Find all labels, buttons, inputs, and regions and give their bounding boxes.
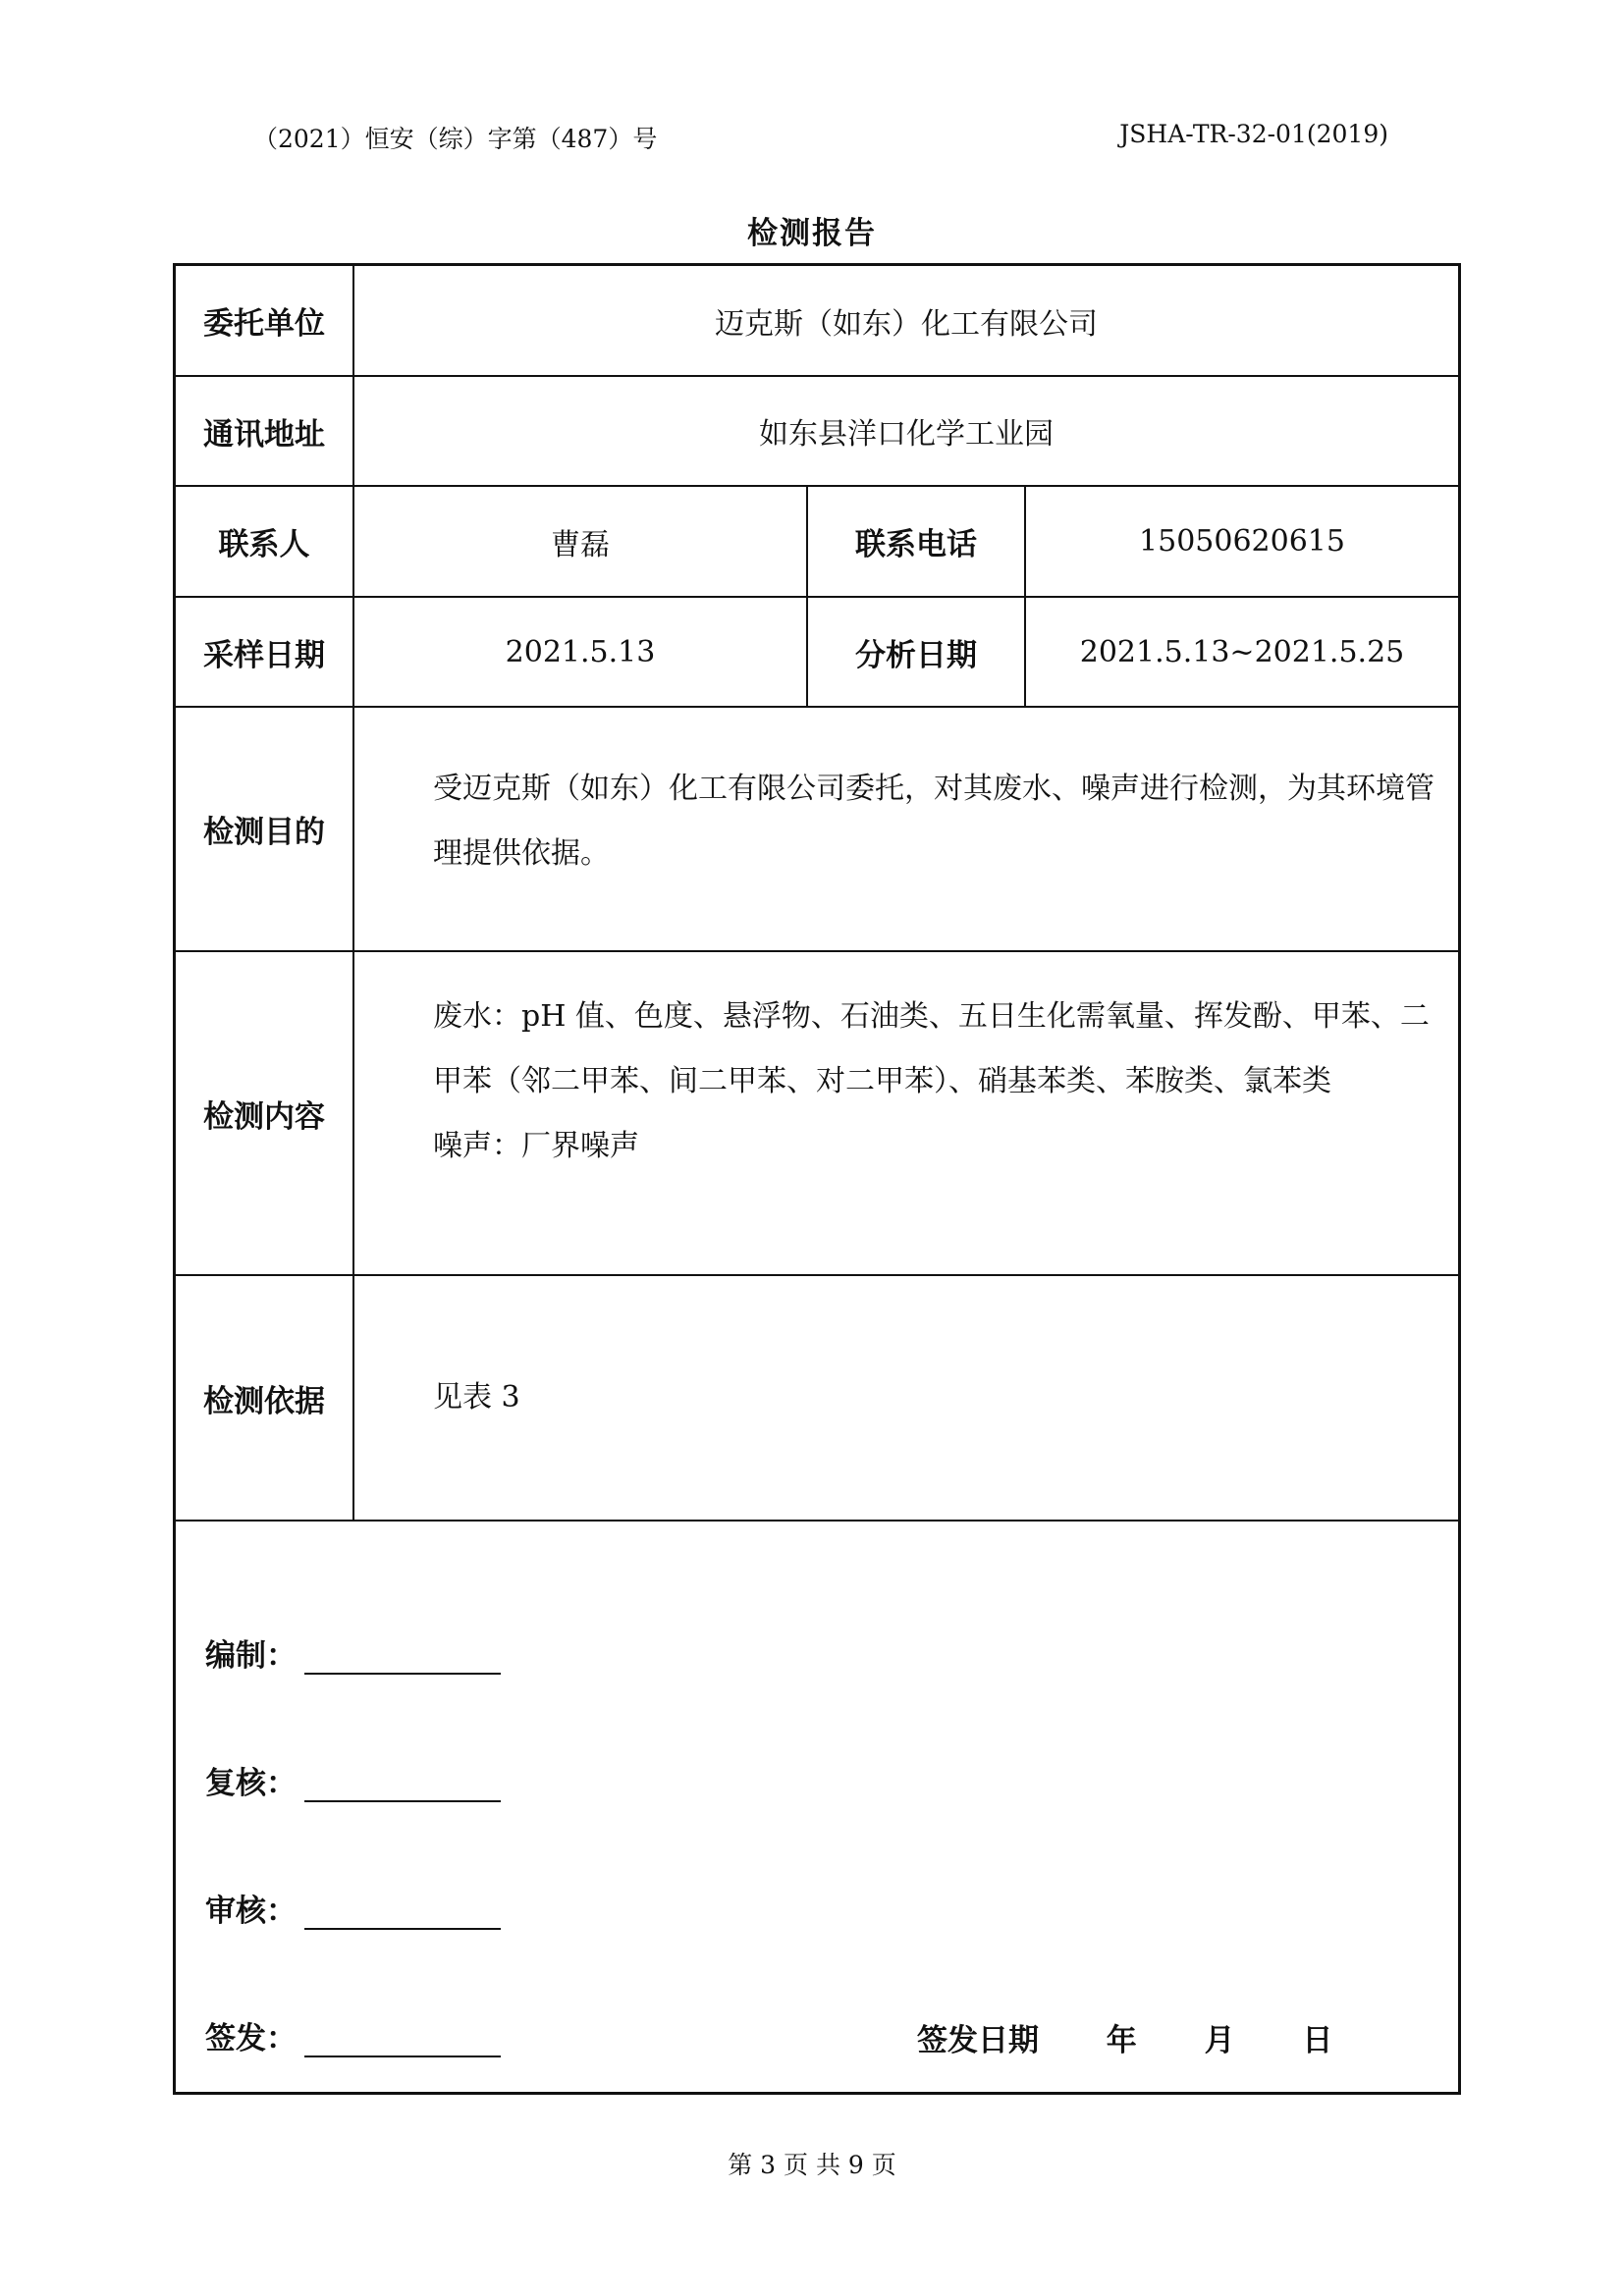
sampling-date-value: 2021.5.13	[505, 634, 656, 669]
compile-signature: 编制：	[205, 1630, 501, 1675]
phone-label: 联系电话	[855, 527, 977, 562]
form-code: JSHA-TR-32-01(2019)	[1119, 120, 1388, 148]
issue-signature-line[interactable]	[304, 2026, 501, 2057]
review-signature-line[interactable]	[304, 1771, 501, 1802]
audit-signature-line[interactable]	[304, 1898, 501, 1930]
purpose-text: 受迈克斯（如东）化工有限公司委托，对其废水、噪声进行检测，为其环境管理提供依据。	[433, 772, 1435, 871]
phone-value: 15050620615	[1139, 524, 1345, 559]
report-number: （2021）恒安（综）字第（487）号	[253, 125, 658, 153]
issue-date-label: 签发日期	[917, 2023, 1039, 2058]
page-number: 第 3 页 共 9 页	[728, 2151, 896, 2179]
contact-label: 联系人	[218, 527, 310, 562]
analysis-date-value: 2021.5.13~2021.5.25	[1079, 634, 1405, 669]
audit-signature: 审核：	[205, 1886, 501, 1930]
issue-date-month: 月	[1204, 2023, 1235, 2058]
row-divider	[176, 1520, 1458, 1522]
issue-signature: 签发：	[205, 2013, 501, 2057]
content-label: 检测内容	[203, 1098, 325, 1135]
client-label: 委托单位	[203, 306, 325, 342]
content-noise: 噪声：厂界噪声	[433, 1129, 639, 1163]
sampling-date-label: 采样日期	[203, 637, 325, 673]
purpose-label: 检测目的	[203, 815, 325, 850]
report-table	[173, 263, 1461, 2095]
review-signature: 复核：	[205, 1758, 501, 1802]
row-divider	[176, 706, 1458, 708]
contact-value: 曹磊	[551, 527, 610, 562]
page-title: 检测报告	[747, 216, 877, 251]
client-value: 迈克斯（如东）化工有限公司	[715, 306, 1098, 342]
row-divider	[176, 1274, 1458, 1276]
analysis-date-label: 分析日期	[855, 637, 977, 673]
address-value: 如东县洋口化学工业园	[759, 417, 1054, 452]
issue-date	[917, 2015, 1389, 2059]
issue-date-year: 年	[1106, 2023, 1137, 2058]
basis-label: 检测依据	[203, 1383, 325, 1419]
content-text	[368, 985, 1438, 1179]
compile-signature-line[interactable]	[304, 1643, 501, 1675]
content-wastewater: 废水：pH 值、色度、悬浮物、石油类、五日生化需氧量、挥发酚、甲苯、二甲苯（邻二甲苯、间二甲苯、对二甲苯）、硝基苯类、苯胺类、氯苯类	[433, 999, 1430, 1098]
basis-text: 见表 3	[433, 1380, 520, 1415]
issue-date-day: 日	[1302, 2023, 1333, 2058]
address-label: 通讯地址	[203, 416, 325, 453]
row-divider	[176, 950, 1458, 952]
